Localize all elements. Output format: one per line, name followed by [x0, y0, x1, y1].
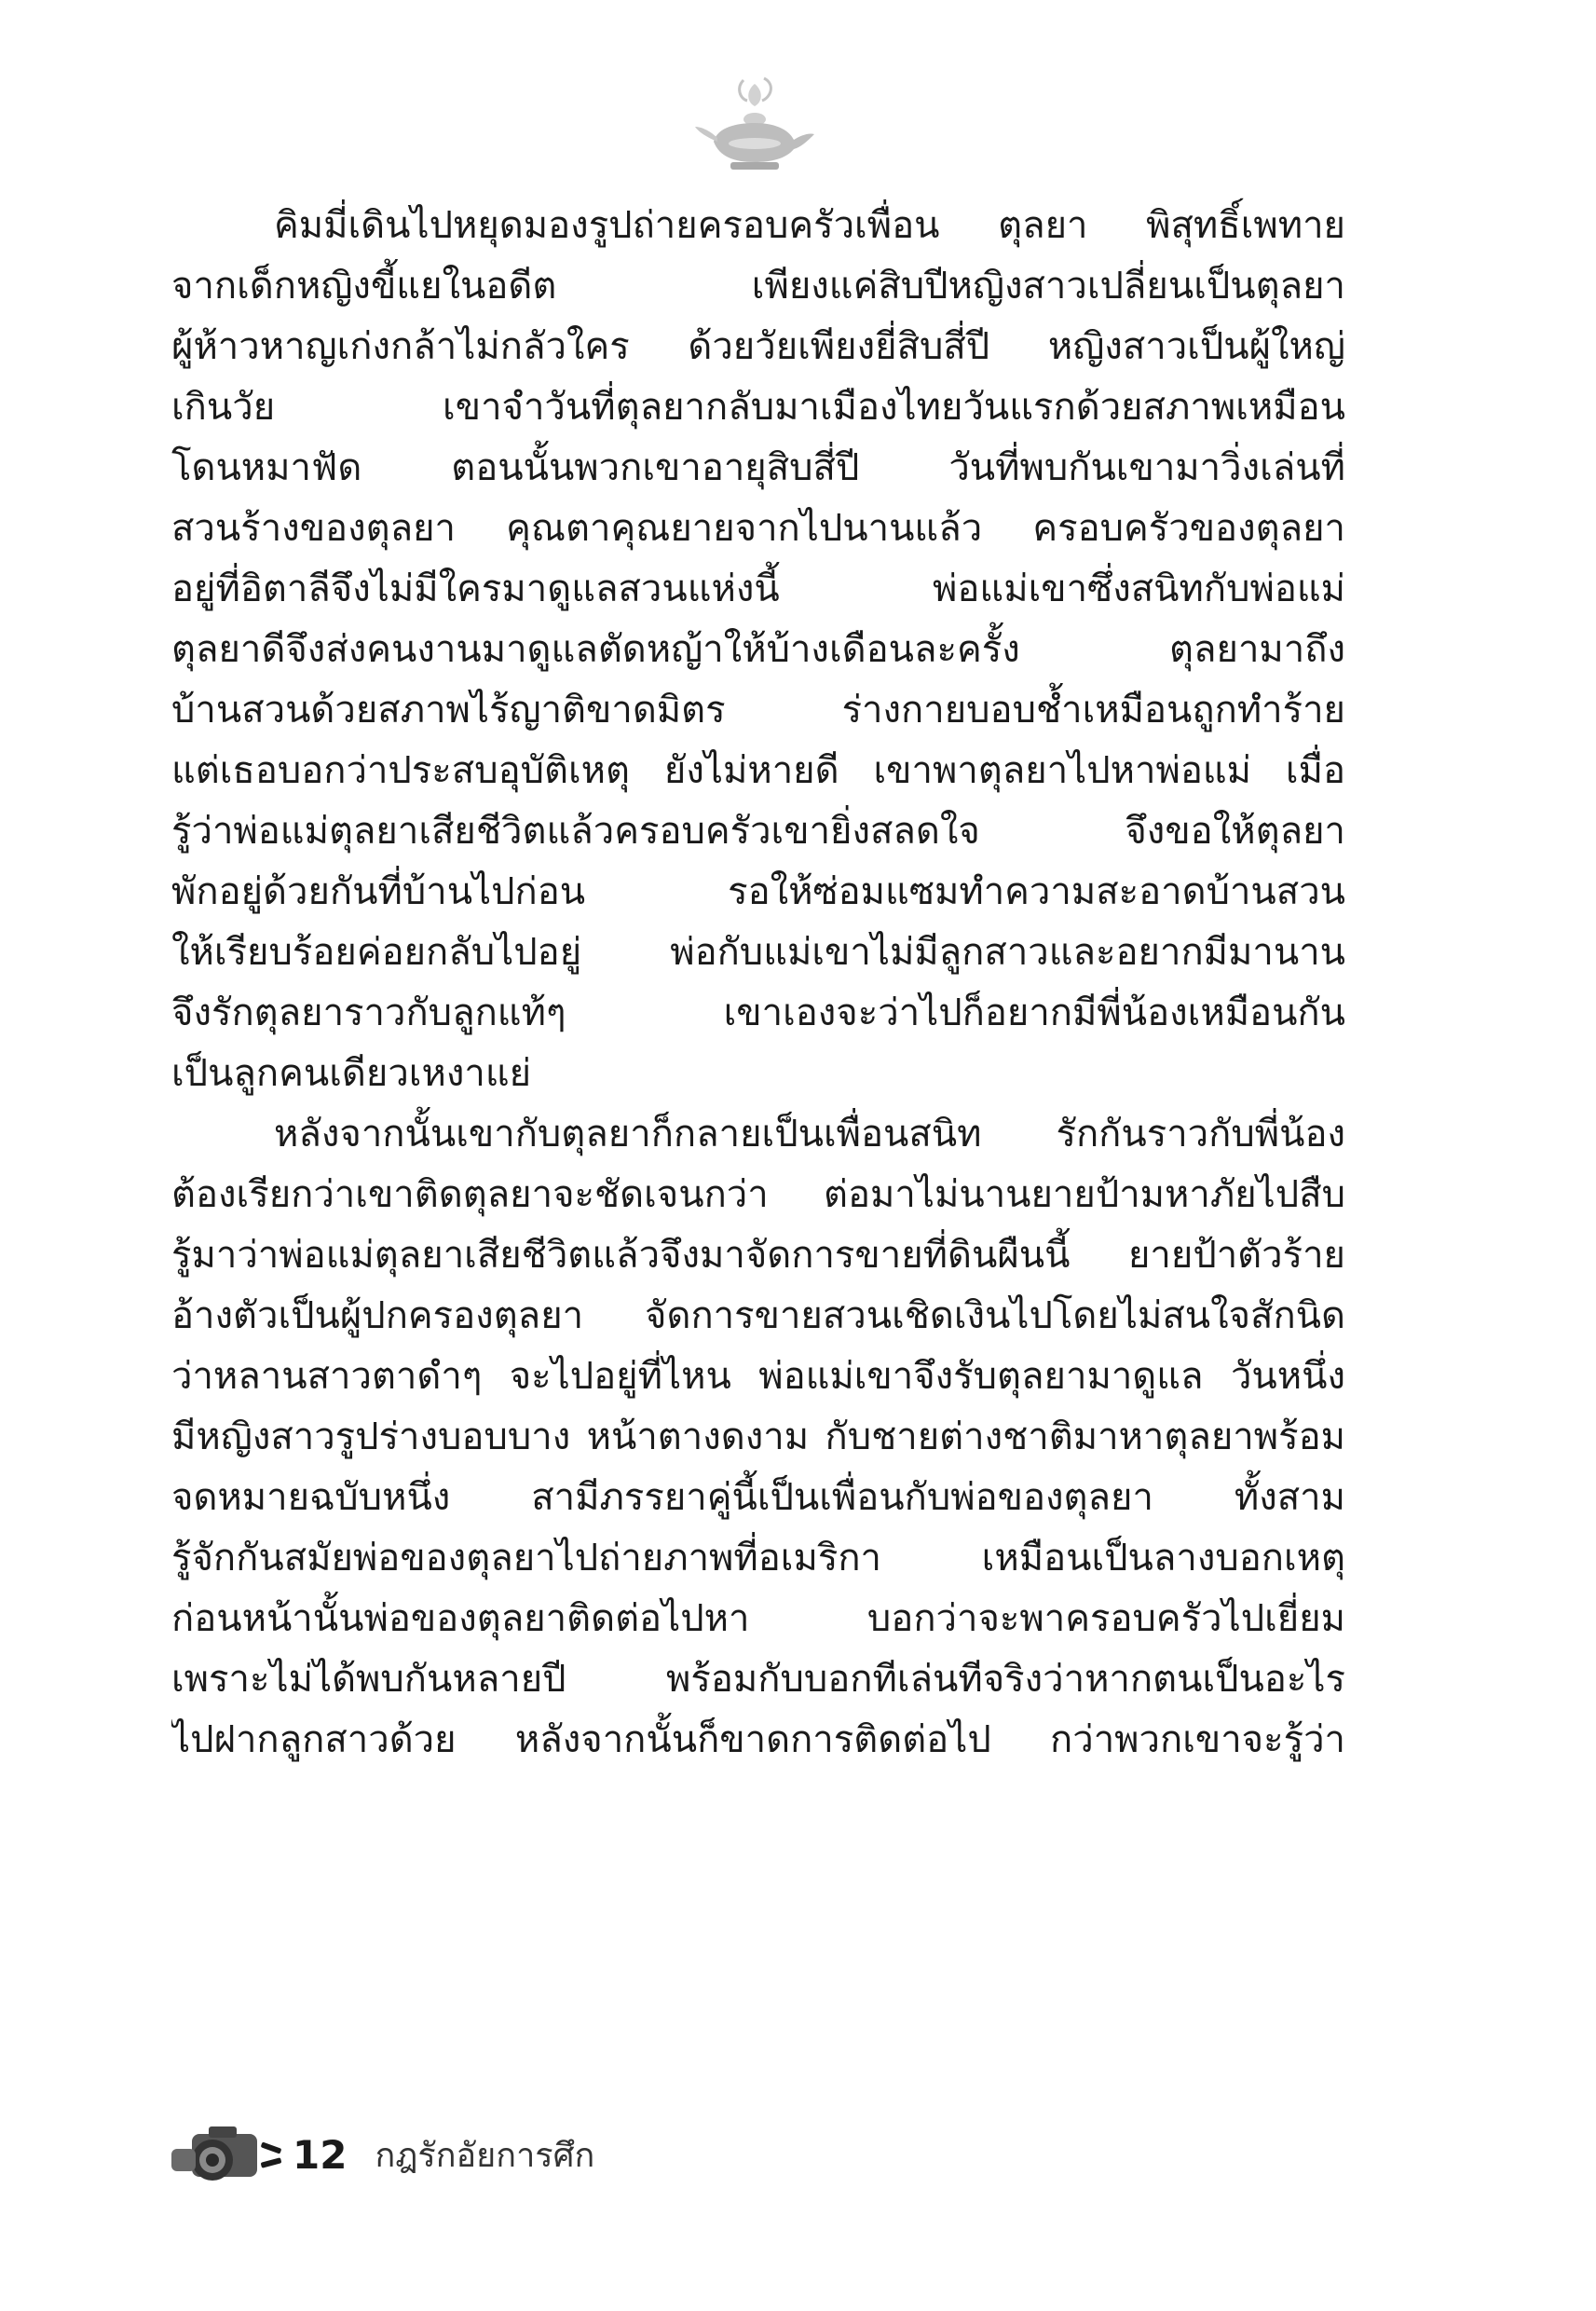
paragraph-line: รู้จักกันสมัยพ่อของตุลยาไปถ่ายภาพที่อเมริกา เหมือนเป็นลางบอกเหตุ	[171, 1537, 1345, 1579]
camera-icon	[164, 2117, 285, 2192]
paragraph-line: รู้ว่าพ่อแม่ตุลยาเสียชีวิตแล้วครอบครัวเขายิ่งสลดใจ จึงขอให้ตุลยา	[171, 810, 1345, 853]
paragraph-line: รู้มาว่าพ่อแม่ตุลยาเสียชีวิตแล้วจึงมาจัดการขายที่ดินผืนนี้ ยายป้าตัวร้าย	[171, 1234, 1345, 1277]
paragraph-line: ไปฝากลูกสาวด้วย หลังจากนั้นก็ขาดการติดต่อไป กว่าพวกเขาจะรู้ว่า	[171, 1718, 1345, 1761]
paragraph-line: ก่อนหน้านั้นพ่อของตุลยาติดต่อไปหา บอกว่าจะพาครอบครัวไปเยี่ยม	[171, 1597, 1345, 1640]
paragraph-line: ผู้ห้าวหาญเก่งกล้าไม่กลัวใคร ด้วยวัยเพียงยี่สิบสี่ปี หญิงสาวเป็นผู้ใหญ่	[171, 325, 1345, 368]
page-number: 12	[293, 2131, 348, 2178]
paragraph-line: จากเด็กหญิงขี้แยในอดีต เพียงแค่สิบปีหญิงสาวเปลี่ยนเป็นตุลยา	[171, 265, 1345, 308]
book-title: กฎรักอัยการศึก	[375, 2136, 595, 2175]
paragraph-line: ตุลยาดีจึงส่งคนงานมาดูแลตัดหญ้าให้บ้างเดือนละครั้ง ตุลยามาถึง	[171, 628, 1345, 671]
paragraph-line: อยู่ที่อิตาลีจึงไม่มีใครมาดูแลสวนแห่งนี้ พ่อแม่เขาซึ่งสนิทกับพ่อแม่	[171, 567, 1345, 610]
paragraph-line: ว่าหลานสาวตาดำๆ จะไปอยู่ที่ไหน พ่อแม่เขาจึงรับตุลยามาดูแล วันหนึ่ง	[171, 1355, 1345, 1398]
paragraph-line: มีหญิงสาวรูปร่างบอบบาง หน้าตางดงาม กับชายต่างชาติมาหาตุลยาพร้อม	[171, 1415, 1345, 1458]
paragraph-line: ให้เรียบร้อยค่อยกลับไปอยู่ พ่อกับแม่เขาไม่มีลูกสาวและอยากมีมานาน	[171, 931, 1345, 974]
paragraph-line: คิมมี่เดินไปหยุดมองรูปถ่ายครอบครัวเพื่อน ตุลยา พิสุทธิ์เพทาย	[274, 204, 1345, 247]
paragraph-line: พักอยู่ด้วยกันที่บ้านไปก่อน รอให้ซ่อมแซมทำความสะอาดบ้านสวน	[171, 870, 1345, 913]
paragraph-line: ต้องเรียกว่าเขาติดตุลยาจะชัดเจนกว่า ต่อมาไม่นานยายป้ามหาภัยไปสืบ	[171, 1173, 1345, 1216]
paragraph-line: สวนร้างของตุลยา คุณตาคุณยายจากไปนานแล้ว ครอบครัวของตุลยา	[171, 507, 1345, 550]
paragraph-line: เพราะไม่ได้พบกันหลายปี พร้อมกับบอกทีเล่นทีจริงว่าหากตนเป็นอะไร	[171, 1658, 1345, 1701]
paragraph-line: เกินวัย เขาจำวันที่ตุลยากลับมาเมืองไทยวันแรกด้วยสภาพเหมือน	[171, 386, 1345, 429]
paragraph-line: จึงรักตุลยาราวกับลูกแท้ๆ เขาเองจะว่าไปก็อยากมีพี่น้องเหมือนกัน	[171, 991, 1345, 1034]
paragraph-line: แต่เธอบอกว่าประสบอุบัติเหตุ ยังไม่หายดี เขาพาตุลยาไปหาพ่อแม่ เมื่อ	[171, 749, 1345, 792]
paragraph-line: จดหมายฉบับหนึ่ง สามีภรรยาคู่นี้เป็นเพื่อนกับพ่อของตุลยา ทั้งสาม	[171, 1476, 1345, 1519]
paragraph-line: เป็นลูกคนเดียวเหงาแย่	[171, 1052, 532, 1095]
paragraph-line: บ้านสวนด้วยสภาพไร้ญาติขาดมิตร ร่างกายบอบช้ำเหมือนถูกทำร้าย	[171, 689, 1345, 732]
page-footer	[164, 2117, 594, 2192]
body-text	[171, 196, 1345, 1771]
paragraph-line: หลังจากนั้นเขากับตุลยาก็กลายเป็นเพื่อนสนิท รักกันราวกับพี่น้อง	[274, 1113, 1345, 1156]
paragraph-line: โดนหมาฟัด ตอนนั้นพวกเขาอายุสิบสี่ปี วันที่พบกันเขามาวิ่งเล่นที่	[171, 446, 1345, 489]
genie-lamp-icon	[689, 75, 820, 177]
paragraph-line: อ้างตัวเป็นผู้ปกครองตุลยา จัดการขายสวนเชิดเงินไปโดยไม่สนใจสักนิด	[171, 1294, 1345, 1337]
